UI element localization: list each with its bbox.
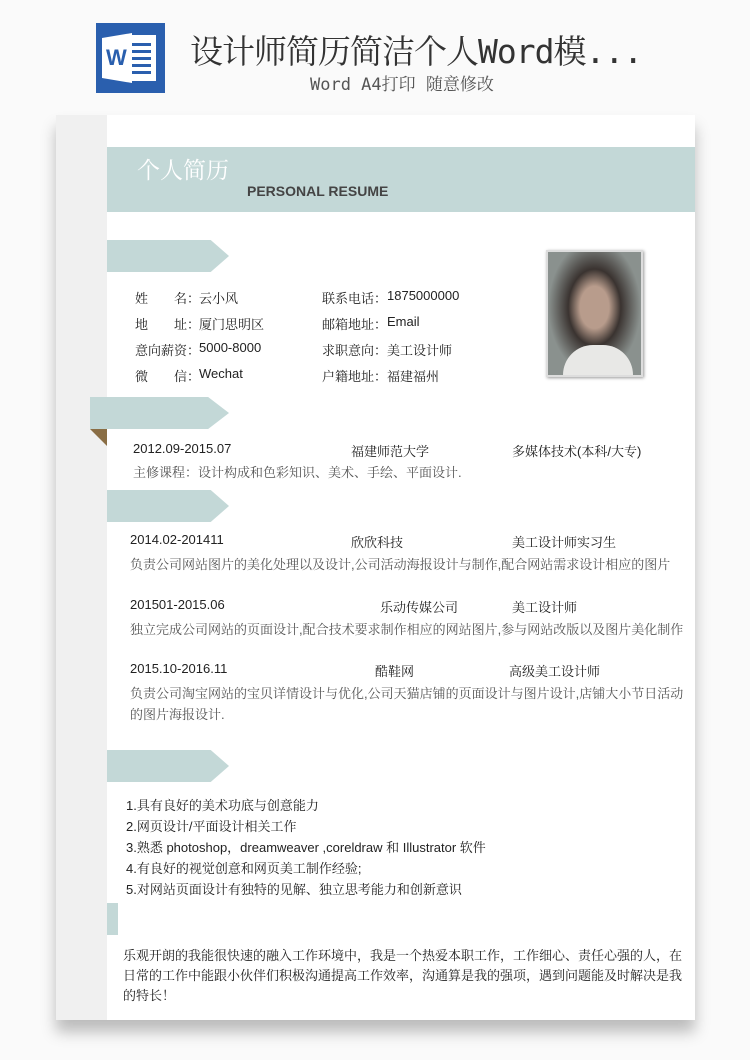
section-tag-basic-info — [107, 240, 229, 272]
info-value: Wechat — [199, 366, 243, 381]
section-tag-self-eval — [107, 903, 118, 935]
info-label: 邮箱地址： — [322, 317, 388, 332]
skill-item: 2.网页设计/平面设计相关工作 — [126, 819, 297, 834]
resume-title-cn: 个人简历 — [137, 158, 229, 184]
self-evaluation: 乐观开朗的我能很快速的融入工作环境中，我是一个热爱本职工作，工作细心、责任心强的人，在日常的工作中能跟小伙伴们积极沟通提高工作效率，沟通算是我的强项，遇到问题能及时解决是我的特长！ — [123, 948, 683, 1003]
edu-school: 福建师范大学 — [351, 444, 430, 459]
left-margin-strip — [56, 115, 107, 1020]
info-value: 1875000000 — [387, 288, 460, 303]
info-label: 姓 名： — [135, 291, 201, 306]
edu-period: 2012.09-2015.07 — [133, 441, 232, 456]
info-value: 福建福州 — [387, 369, 440, 384]
skill-item: 5.对网站页面设计有独特的见解、独立思考能力和创新意识 — [126, 882, 462, 897]
work-role: 美工设计师 — [512, 600, 578, 615]
profile-photo — [546, 250, 643, 377]
resume-title-en: PERSONAL RESUME — [247, 183, 389, 199]
work-desc: 负责公司淘宝网站的宝贝详情设计与优化,公司天猫店铺的页面设计与图片设计,店铺大小节日活动的图片海报设计. — [130, 686, 684, 722]
word-icon: W — [96, 23, 165, 93]
section-tag-education — [90, 397, 229, 429]
edu-major: 多媒体技术(本科/大专) — [512, 444, 642, 459]
skill-item: 1.具有良好的美术功底与创意能力 — [126, 798, 319, 813]
skill-item: 4.有良好的视觉创意和网页美工制作经验; — [126, 861, 362, 876]
work-company: 乐动传媒公司 — [380, 600, 459, 615]
info-label: 微 信： — [135, 369, 201, 384]
section-tag-work — [107, 490, 229, 522]
section-tag-skills — [107, 750, 229, 782]
work-period: 201501-2015.06 — [130, 597, 225, 612]
info-value: 厦门思明区 — [199, 317, 265, 332]
info-value: 5000-8000 — [199, 340, 262, 355]
document-subtitle: Word A4打印 随意修改 — [310, 75, 494, 95]
info-label: 意向薪资： — [135, 343, 201, 358]
skill-item: 3.熟悉 photoshop，dreamweaver ,coreldraw 和 Illustrator 软件 — [126, 840, 486, 855]
work-company: 欣欣科技 — [351, 535, 404, 550]
info-value: Email — [387, 314, 420, 329]
work-role: 美工设计师实习生 — [512, 535, 617, 550]
work-period: 2014.02-201411 — [130, 532, 224, 547]
info-value: 美工设计师 — [387, 343, 453, 358]
info-label: 求职意向： — [322, 343, 388, 358]
info-label: 户籍地址： — [322, 369, 388, 384]
document-title: 设计师简历简洁个人Word模... — [190, 32, 643, 71]
resume-header-band — [107, 147, 695, 212]
work-company: 酷鞋网 — [375, 664, 415, 679]
info-value: 云小风 — [199, 291, 239, 306]
work-desc: 独立完成公司网站的页面设计,配合技术要求制作相应的网站图片,参与网站改版以及图片美化制作 — [130, 622, 684, 637]
edu-courses: 主修课程：设计构成和色彩知识、美术、手绘、平面设计. — [133, 465, 462, 480]
work-desc: 负责公司网站图片的美化处理以及设计,公司活动海报设计与制作,配合网站需求设计相应的图片 — [130, 557, 671, 572]
info-label: 地 址： — [135, 317, 201, 332]
work-period: 2015.10-2016.11 — [130, 661, 228, 676]
work-role: 高级美工设计师 — [509, 664, 601, 679]
info-label: 联系电话： — [322, 291, 388, 306]
